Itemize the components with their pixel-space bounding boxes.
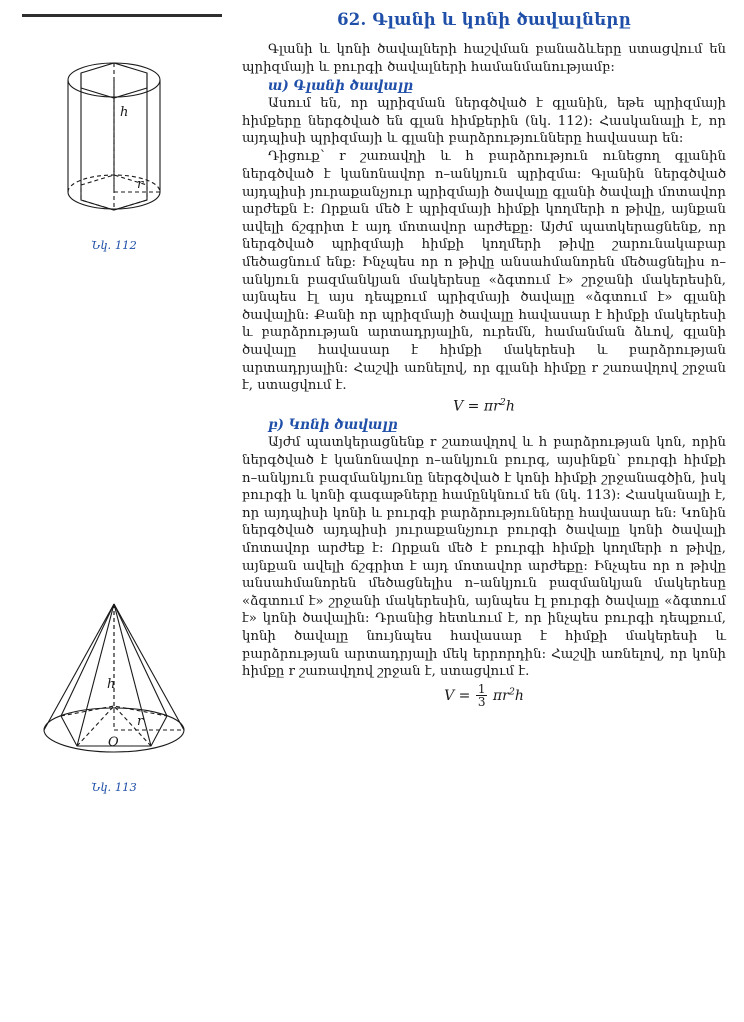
figure-cone bbox=[14, 588, 214, 794]
figure-column bbox=[0, 0, 236, 1022]
cone-diagram bbox=[19, 588, 209, 778]
paragraph-intro: Գլանի և կոնի ծավալների հաշվման բանաձևերը ստացվում են պրիզմայի և բուրգի ծավալների համանմանությամբ: bbox=[242, 42, 726, 75]
cylinder-diagram bbox=[29, 46, 199, 236]
figure-cylinder bbox=[14, 46, 214, 252]
subsection-b-heading: բ) Կոնի ծավալը bbox=[268, 417, 398, 434]
figure-caption-113: Նկ. 113 bbox=[91, 780, 137, 794]
cone-height-label: h bbox=[107, 677, 116, 692]
text-column bbox=[242, 10, 726, 712]
section-title-text: Գլանի և կոնի ծավալները bbox=[372, 10, 631, 29]
cylinder-height-label: h bbox=[120, 105, 129, 120]
cone-center-label: O bbox=[108, 735, 119, 750]
cone-radius-label: r bbox=[137, 714, 144, 729]
paragraph-b1: Այժմ պատկերացնենք r շառավղով և h բարձրության կոն, որին ներգծված է կանոնավոր n–անկյուն բուրգ, այսինքն՝ բուրգի հիմքի n–անկյուն բազմանկյունը ներգծված է կոնի հիմքի շրջանագծին, իսկ բուրգի և կոնի գագաթները համընկնում են (նկ. 113): Հասկանալի է, որ այդպիսի կոնի և բուրգի բարձրությունները հավասար են: Կոնին ներգծված այդպիսի յուրաքանչյուր բուրգի ծավալը կոնի ծավալի մոտավոր արժեք է: Որքան մեծ է բուրգի հիմքի կողմերի n թիվը, այնքան ավելի ճշգրիտ է այդ մոտավոր արժեքը: Ինչպես որ n թիվը անսահմանորեն մեծացնելիս n–անկյուն բազմանկյան մակերեսը «ձգտում է» շրջանի մակերեսին, այնպես էլ բուրգի ծավալը «ձգտում է» կոնի ծավալին: Դրանից հետևում է, որ ինչպես բուրգի դեպքում, կոնի ծավալը նույնպես հավասար է հիմքի մակերեսի և բարձրության արտադրյալի մեկ երրորդին: Հաշվի առնելով, որ կոնի հիմքը r շառավղով շրջան է, ստացվում է. bbox=[242, 435, 726, 680]
paragraph-a1: Ասում են, որ պրիզման ներգծված է գլանին, եթե պրիզմայի հիմքերը ներգծված են գլան հիմքերին (նկ. 112): Հասկանալի է, որ այդպիսի պրիզմայի և գլանի բարձրությունները հավասար են: bbox=[242, 96, 726, 147]
formula-cylinder-volume: $V = \pi r^2h$ bbox=[453, 396, 515, 415]
formula-cone-volume: V = $\frac{1}{3}$ $\pi r^2h$ bbox=[444, 681, 524, 710]
subsection-a-heading: ա) Գլանի ծավալը bbox=[268, 78, 414, 95]
paragraph-a2: Դիցուք՝ r շառավղի և h բարձրություն ունեցող գլանին ներգծված է կանոնավոր n–անկյուն պրիզմա: Գլանին ներգծված այդպիսի յուրաքանչյուր պրիզմայի ծավալը գլանի ծավալի մոտավոր արժեքն է: Որքան մեծ է պրիզմայի հիմքի կողմերի n թիվը, այնքան ավելի ճշգրիտ է այդ մոտավոր արժեքը: Այժմ պատկերացնենք, որ ներգծված պրիզմայի հիմքի կողմերի թիվը շարունակաբար մեծացնում ենք: Ինչպես որ n թիվը անսահմանորեն մեծացնելիս n–անկյուն բազմանկյան մակերեսը «ձգտում է» շրջանի մակերեսին, այնպես էլ այս դեպքում պրիզմայի ծավալը «ձգտում է» գլանի ծավալին: Քանի որ պրիզմայի ծավալը հավասար է հիմքի մակերեսի և բարձրության արտադրյալին, ուրեմն, համանման ձևով, գլանի ծավալը հավասար է հիմքի մակերեսի և բարձրության արտադրյալին: Հաշվի առնելով, որ գլանի հիմքը r շառավղով շրջան է, ստացվում է. bbox=[242, 149, 726, 394]
cylinder-radius-label: r bbox=[137, 177, 144, 192]
one-third-fraction: $\frac{1}{3}$ bbox=[477, 681, 486, 710]
figure-caption-112: Նկ. 112 bbox=[91, 238, 137, 252]
page-title bbox=[242, 10, 726, 29]
section-number: 62. bbox=[337, 10, 367, 29]
